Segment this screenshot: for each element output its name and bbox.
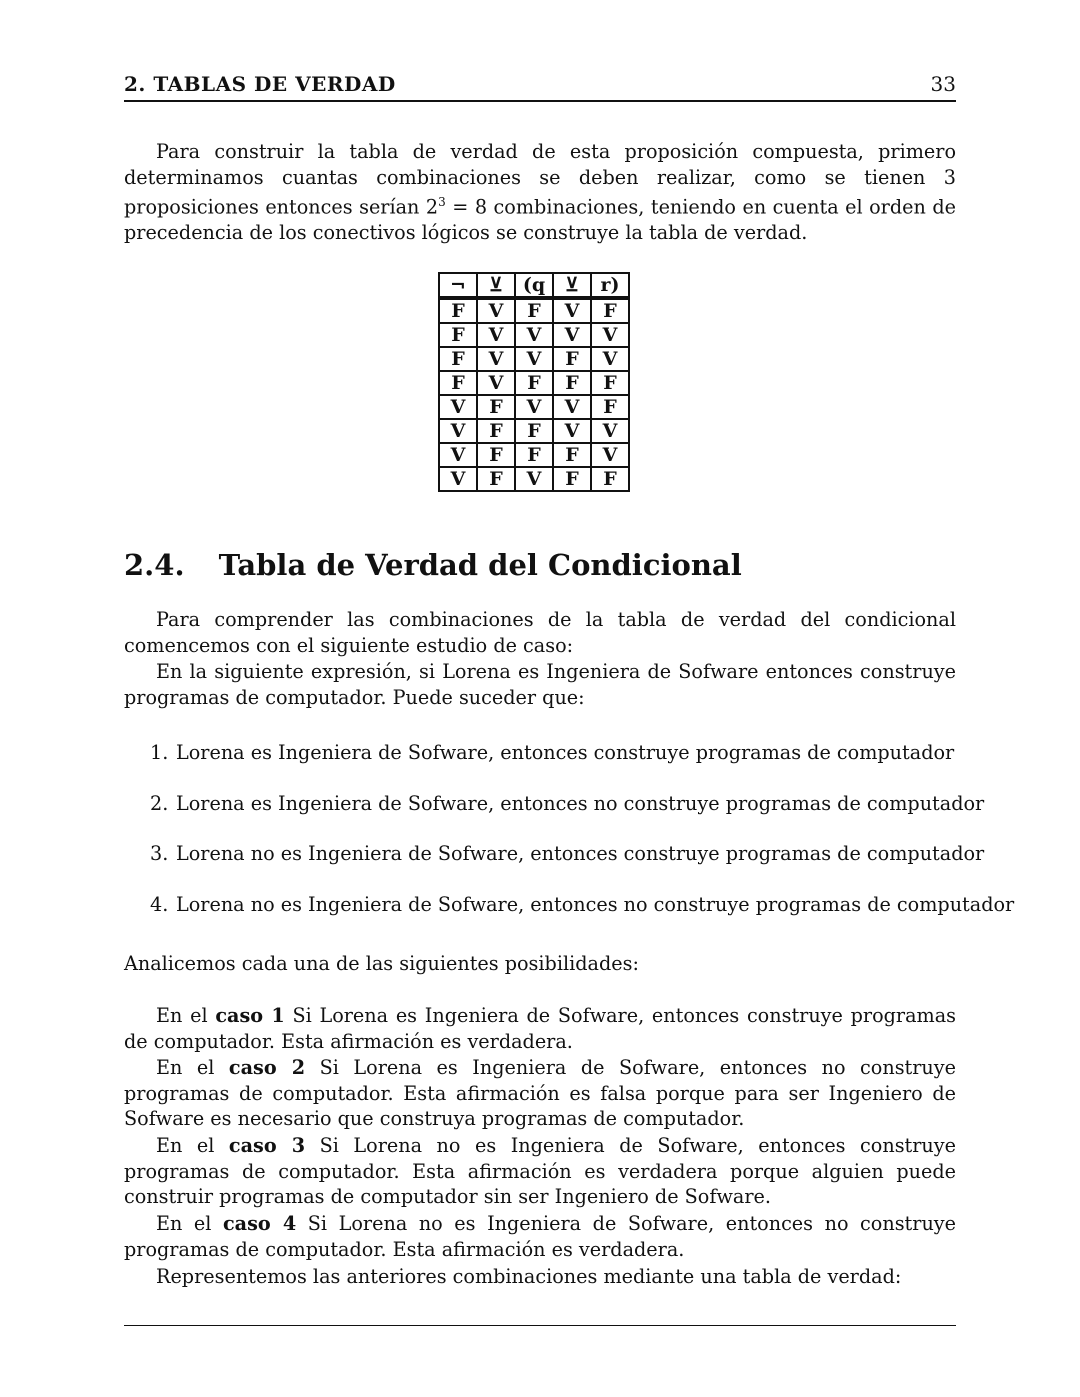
truth-value-cell: V — [591, 419, 629, 443]
truth-value-cell: V — [553, 323, 591, 347]
header-cell: ¬ — [439, 273, 477, 298]
list-item — [150, 893, 1014, 944]
list-item — [150, 741, 1014, 792]
list-number: 2. — [150, 791, 169, 815]
closing-paragraph: Representemos las anteriores combinaciones mediante una tabla de verdad: — [156, 1265, 902, 1288]
truth-value-cell: V — [591, 347, 629, 371]
truth-value-cell: F — [477, 395, 515, 419]
truth-table-row — [439, 419, 629, 443]
intro-text-2: = 8 combinaciones, teniendo en cuenta el orden de precedencia de los conectivos lógicos se construye la tabla de verdad. — [124, 195, 956, 244]
truth-value-cell: V — [515, 395, 553, 419]
list-number: 4. — [150, 892, 169, 916]
study-paragraph-1: Para comprender las combinaciones de la tabla de verdad del condicional comencemos con el siguiente estudio de caso: — [124, 608, 956, 657]
truth-value-cell: V — [477, 347, 515, 371]
list-text: Lorena no es Ingeniera de Sofware, entonces construye programas de computador — [176, 842, 985, 865]
section-title: Tabla de Verdad del Condicional — [218, 548, 742, 582]
truth-value-cell: F — [439, 347, 477, 371]
page-number: 33 — [930, 72, 956, 96]
running-header — [124, 72, 956, 102]
truth-value-cell: F — [515, 371, 553, 395]
bottom-rule — [124, 1325, 956, 1326]
header-cell: ⊻ — [477, 273, 515, 298]
truth-table-header-row — [439, 273, 629, 298]
intro-text-1: Para construir la tabla de verdad de esta proposición compuesta, primero determinamos cuantas combinaciones se deben realizar, como se tienen 3 proposiciones entonces serían 2 — [124, 140, 956, 219]
truth-value-cell: V — [591, 443, 629, 467]
truth-value-cell: F — [477, 419, 515, 443]
truth-value-cell: V — [477, 371, 515, 395]
truth-table-row — [439, 371, 629, 395]
intro-paragraph — [124, 139, 956, 245]
study-paragraph-2: En la siguiente expresión, si Lorena es Ingeniera de Sofware entonces construye programas de computador. Puede suceder que: — [124, 660, 956, 709]
truth-table-row — [439, 323, 629, 347]
case-paragraph — [124, 1003, 956, 1054]
truth-table-row — [439, 443, 629, 467]
header-cell: r) — [591, 273, 629, 298]
truth-value-cell: F — [591, 371, 629, 395]
case-text: Si Lorena es Ingeniera de Sofware, entonces no construye programas de computador. Esta afirmación es falsa porque para ser Ingeniero de Sofware es necesario que construya programas de computador. — [124, 1056, 956, 1130]
truth-value-cell: V — [439, 443, 477, 467]
list-item — [150, 842, 1014, 893]
list-item — [150, 792, 1014, 843]
truth-value-cell: V — [553, 298, 591, 323]
case-paragraph — [124, 1211, 956, 1262]
truth-value-cell: V — [515, 323, 553, 347]
analysis-intro: Analicemos cada una de las siguientes posibilidades: — [124, 952, 639, 975]
truth-value-cell: F — [439, 323, 477, 347]
possibilities-list — [150, 741, 1014, 943]
truth-table-row — [439, 347, 629, 371]
header-cell: ⊻ — [553, 273, 591, 298]
case-paragraph — [124, 1055, 956, 1132]
truth-table-row — [439, 467, 629, 491]
section-heading — [124, 548, 742, 582]
chapter-title: 2. TABLAS DE VERDAD — [124, 72, 396, 96]
truth-value-cell: V — [439, 467, 477, 491]
case-text: Si Lorena no es Ingeniera de Sofware, entonces construye programas de computador. Esta afirmación es verdadera porque alguien puede construir programas de computador sin ser Ingeniero de Sofware. — [124, 1134, 956, 1208]
case-lead: En el — [156, 1134, 229, 1157]
truth-value-cell: V — [439, 395, 477, 419]
truth-value-cell: F — [553, 371, 591, 395]
truth-table — [438, 272, 630, 492]
case-text: Si Lorena es Ingeniera de Sofware, entonces construye programas de computador. Esta afirmación es verdadera. — [124, 1004, 956, 1053]
truth-value-cell: F — [515, 298, 553, 323]
truth-value-cell: F — [553, 347, 591, 371]
case-text: Si Lorena no es Ingeniera de Sofware, entonces no construye programas de computador. Esta afirmación es verdadera. — [124, 1212, 956, 1261]
truth-value-cell: V — [477, 298, 515, 323]
truth-value-cell: F — [591, 395, 629, 419]
truth-value-cell: F — [439, 371, 477, 395]
truth-value-cell: F — [477, 443, 515, 467]
truth-value-cell: V — [591, 323, 629, 347]
list-text: Lorena es Ingeniera de Sofware, entonces no construye programas de computador — [176, 791, 985, 815]
truth-value-cell: V — [515, 347, 553, 371]
truth-value-cell: V — [515, 467, 553, 491]
truth-table-row — [439, 298, 629, 323]
section-number: 2.4. — [124, 548, 185, 582]
case-paragraph — [124, 1133, 956, 1210]
case-label: caso 4 — [223, 1212, 297, 1235]
truth-value-cell: F — [439, 298, 477, 323]
truth-value-cell: F — [591, 298, 629, 323]
truth-value-cell: F — [553, 467, 591, 491]
truth-value-cell: V — [553, 395, 591, 419]
truth-table-body — [439, 298, 629, 491]
truth-value-cell: F — [515, 419, 553, 443]
case-lead: En el — [156, 1056, 229, 1079]
case-label: caso 3 — [228, 1134, 306, 1157]
case-label: caso 1 — [215, 1004, 285, 1027]
truth-value-cell: F — [515, 443, 553, 467]
truth-value-cell: V — [439, 419, 477, 443]
truth-value-cell: V — [477, 323, 515, 347]
list-number: 1. — [150, 741, 169, 764]
list-text: Lorena es Ingeniera de Sofware, entonces construye programas de computador — [176, 741, 955, 764]
case-lead: En el — [156, 1212, 223, 1235]
case-label: caso 2 — [228, 1056, 306, 1079]
intro-exponent: 3 — [438, 195, 446, 209]
list-text: Lorena no es Ingeniera de Sofware, entonces no construye programas de computador — [176, 892, 1015, 916]
case-lead: En el — [156, 1004, 216, 1027]
truth-value-cell: F — [477, 467, 515, 491]
list-number: 3. — [150, 842, 169, 865]
truth-value-cell: F — [591, 467, 629, 491]
header-cell: (q — [515, 273, 553, 298]
truth-table-row — [439, 395, 629, 419]
truth-value-cell: F — [553, 443, 591, 467]
truth-value-cell: V — [553, 419, 591, 443]
